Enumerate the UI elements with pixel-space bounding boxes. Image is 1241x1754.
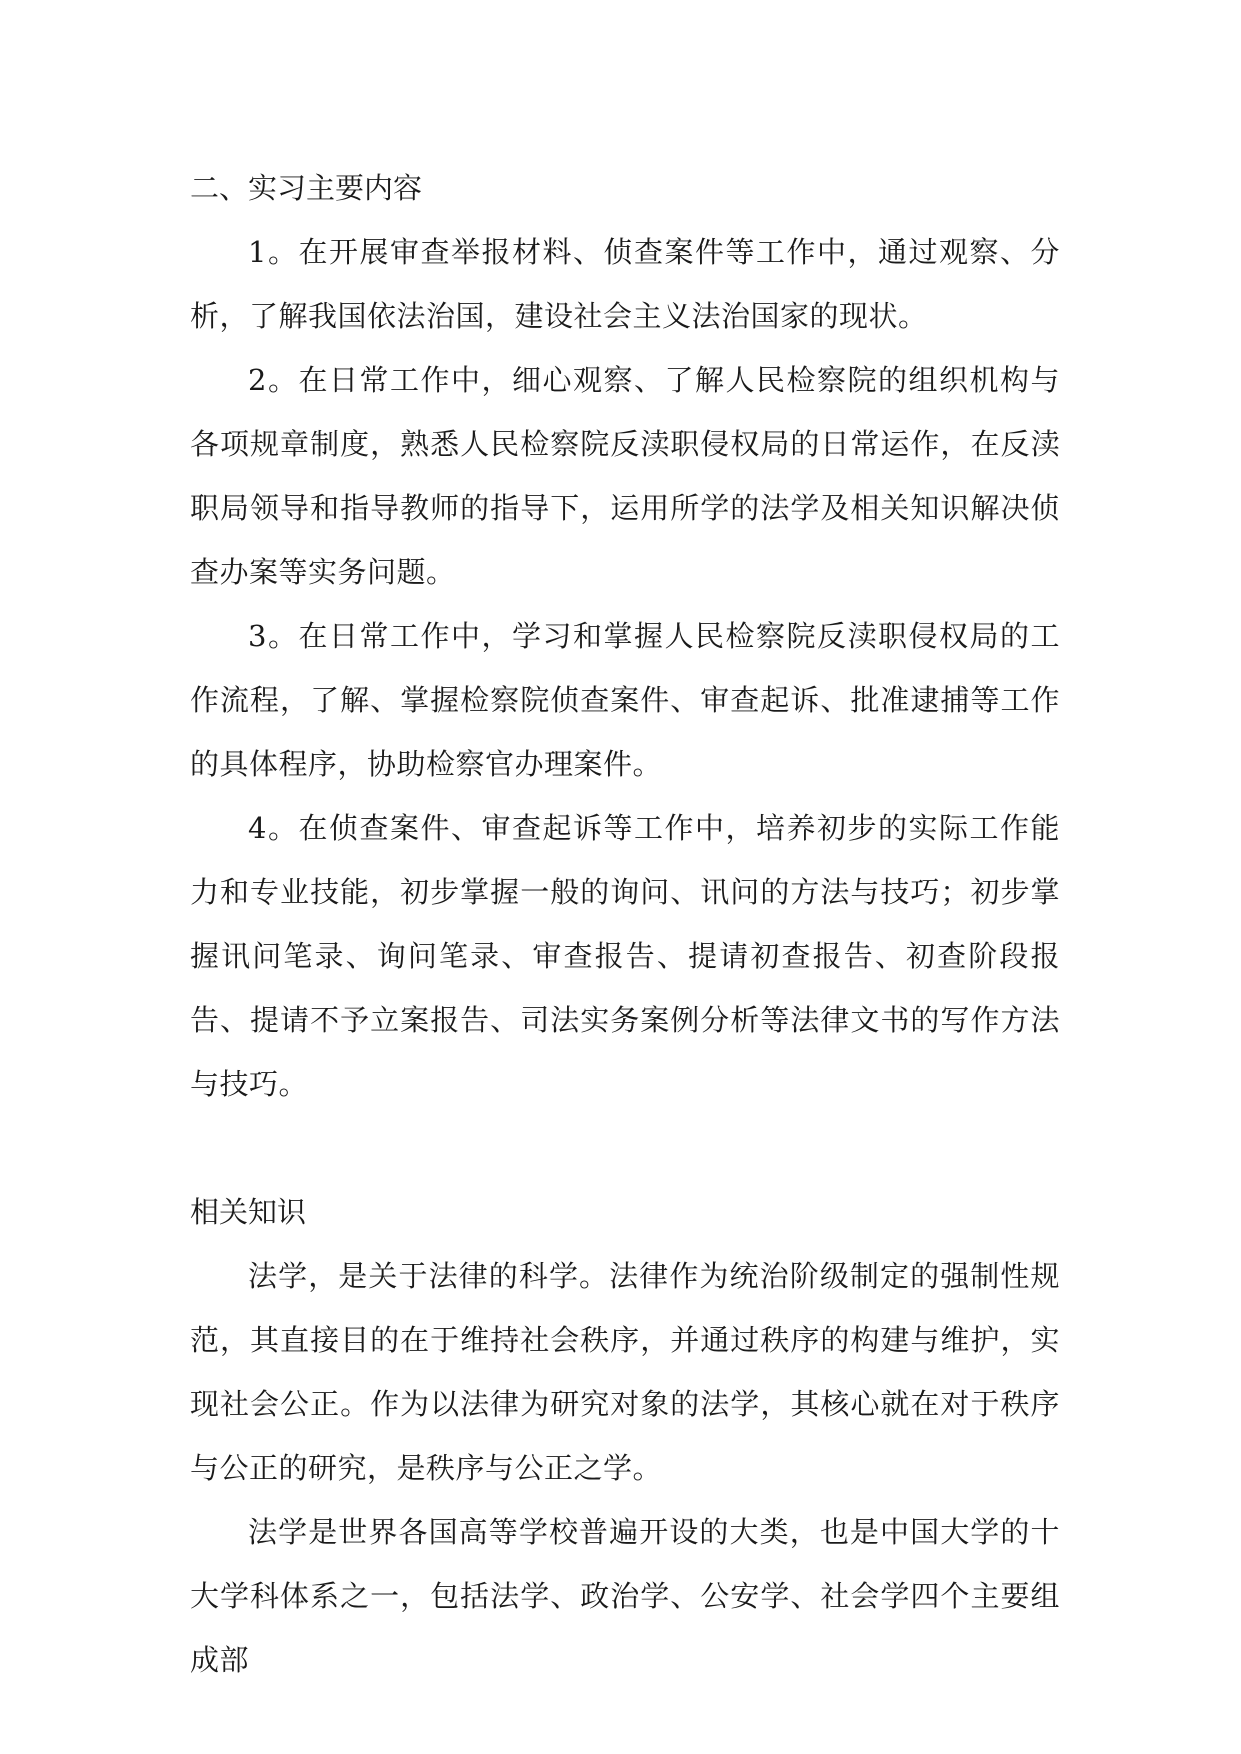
section-spacer bbox=[190, 1116, 1060, 1180]
paragraph-item-4: 4。在侦查案件、审查起诉等工作中，培养初步的实际工作能力和专业技能，初步掌握一般的询问、讯问的方法与技巧；初步掌握讯问笔录、询问笔录、审查报告、提请初查报告、初查阶段报告、提请不予立案报告、司法实务案例分析等法律文书的写作方法与技巧。 bbox=[190, 811, 1060, 1101]
section-heading-internship-content: 二、实习主要内容 bbox=[190, 171, 423, 205]
paragraph-item-1: 1。在开展审查举报材料、侦查案件等工作中，通过观察、分析，了解我国依法治国，建设社会主义法治国家的现状。 bbox=[190, 235, 1060, 333]
paragraph-law-discipline: 法学是世界各国高等学校普遍开设的大类，也是中国大学的十大学科体系之一，包括法学、政治学、公安学、社会学四个主要组成部 bbox=[190, 1515, 1060, 1677]
document-body bbox=[190, 156, 1060, 1692]
paragraph-law-definition: 法学，是关于法律的科学。法律作为统治阶级制定的强制性规范，其直接目的在于维持社会秩序，并通过秩序的构建与维护，实现社会公正。作为以法律为研究对象的法学，其核心就在对于秩序与公正的研究，是秩序与公正之学。 bbox=[190, 1259, 1060, 1485]
paragraph-item-2: 2。在日常工作中，细心观察、了解人民检察院的组织机构与各项规章制度，熟悉人民检察院反渎职侵权局的日常运作，在反渎职局领导和指导教师的指导下，运用所学的法学及相关知识解决侦查办案等实务问题。 bbox=[190, 363, 1060, 589]
section-heading-related-knowledge: 相关知识 bbox=[190, 1195, 307, 1229]
paragraph-item-3: 3。在日常工作中，学习和掌握人民检察院反渎职侵权局的工作流程，了解、掌握检察院侦查案件、审查起诉、批准逮捕等工作的具体程序，协助检察官办理案件。 bbox=[190, 619, 1060, 781]
